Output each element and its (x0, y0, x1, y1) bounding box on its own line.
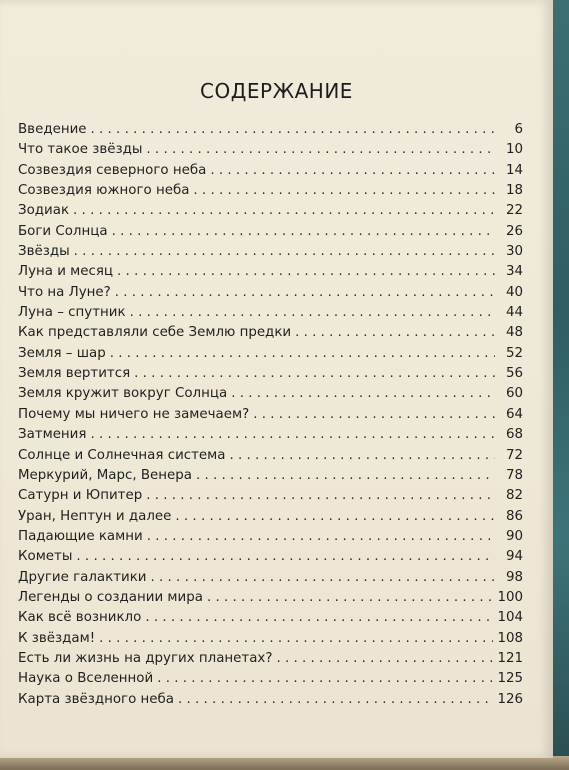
toc-entry-title: Боги Солнца (18, 223, 108, 239)
toc-entry-page-number: 26 (505, 223, 523, 239)
toc-entry-page-number: 125 (497, 671, 523, 687)
toc-entry (18, 142, 523, 162)
dot-leader (112, 224, 495, 239)
toc-entry-title: Земля – шар (18, 345, 106, 361)
dot-leader (210, 163, 495, 178)
toc-entry (18, 386, 523, 406)
dot-leader (145, 610, 493, 625)
toc-entry-title: Созвездия южного неба (18, 183, 190, 199)
toc-entry-title: Луна – спутник (18, 305, 126, 321)
toc-entry (18, 346, 523, 366)
toc-entry-title: Меркурий, Марс, Венера (18, 467, 192, 483)
dot-leader (231, 386, 495, 401)
dot-leader (76, 549, 495, 564)
dot-leader (74, 244, 495, 259)
toc-entry-title: Уран, Нептун и далее (18, 508, 172, 524)
toc-entry-page-number: 90 (505, 528, 523, 544)
toc-entry-title: Солнце и Солнечная система (18, 447, 226, 463)
table-of-contents (18, 122, 523, 712)
toc-entry (18, 203, 523, 223)
dot-leader (146, 488, 495, 503)
toc-entry (18, 305, 523, 325)
toc-entry (18, 448, 523, 468)
toc-entry-page-number: 22 (505, 203, 523, 219)
toc-entry (18, 509, 523, 529)
toc-entry-page-number: 82 (505, 488, 523, 504)
toc-entry-page-number: 94 (505, 549, 523, 565)
dot-leader (175, 509, 495, 524)
toc-entry (18, 366, 523, 386)
toc-entry-title: Введение (18, 122, 87, 137)
toc-entry-page-number: 48 (505, 325, 523, 341)
toc-entry (18, 407, 523, 427)
toc-entry-title: Затмения (18, 427, 87, 443)
toc-entry (18, 264, 523, 284)
toc-entry (18, 610, 523, 630)
toc-entry-title: Карта звёздного неба (18, 691, 174, 707)
toc-entry-title: Что такое звёзды (18, 142, 143, 158)
toc-entry-page-number: 10 (505, 142, 523, 158)
toc-entry (18, 692, 523, 712)
toc-entry (18, 631, 523, 651)
toc-entry (18, 285, 523, 305)
dot-leader (91, 122, 495, 137)
toc-entry-page-number: 64 (505, 406, 523, 422)
toc-entry-page-number: 72 (505, 447, 523, 463)
toc-entry (18, 590, 523, 610)
dot-leader (207, 590, 493, 605)
dot-leader (147, 529, 495, 544)
toc-entry-page-number: 40 (505, 284, 523, 300)
toc-entry (18, 224, 523, 244)
toc-entry-title: Падающие камни (18, 528, 143, 544)
dot-leader (151, 570, 495, 585)
page-title: СОДЕРЖАНИЕ (200, 79, 353, 103)
dot-leader (229, 448, 495, 463)
toc-entry (18, 122, 523, 142)
dot-leader (253, 407, 495, 422)
toc-entry-page-number: 98 (505, 569, 523, 585)
toc-entry (18, 651, 523, 671)
dot-leader (99, 631, 493, 646)
toc-entry (18, 529, 523, 549)
toc-entry (18, 163, 523, 183)
toc-entry (18, 325, 523, 345)
toc-entry (18, 488, 523, 508)
toc-entry (18, 468, 523, 488)
dot-leader (134, 366, 495, 381)
page-stack-edge (0, 756, 569, 770)
toc-entry-title: Сатурн и Юпитер (18, 488, 143, 504)
toc-entry-page-number: 126 (497, 691, 523, 707)
dot-leader (73, 203, 495, 218)
toc-entry-page-number: 44 (505, 305, 523, 321)
toc-entry-page-number: 6 (514, 122, 523, 137)
dot-leader (146, 142, 495, 157)
toc-entry (18, 549, 523, 569)
dot-leader (117, 264, 495, 279)
toc-entry-title: Другие галактики (18, 569, 147, 585)
toc-entry-title: Земля вертится (18, 366, 131, 382)
toc-entry-page-number: 14 (505, 162, 523, 178)
dot-leader (295, 325, 495, 340)
toc-entry-page-number: 68 (505, 427, 523, 443)
dot-leader (196, 468, 495, 483)
toc-entry-title: Луна и месяц (18, 264, 114, 280)
dot-leader (157, 671, 493, 686)
toc-entry-title: К звёздам! (18, 630, 96, 646)
toc-entry-title: Созвездия северного неба (18, 162, 207, 178)
toc-entry-page-number: 104 (497, 610, 523, 626)
toc-entry-page-number: 60 (505, 386, 523, 402)
dot-leader (90, 427, 495, 442)
toc-entry-page-number: 108 (497, 630, 523, 646)
toc-entry-title: Звёзды (18, 244, 70, 260)
toc-entry-title: Земля кружит вокруг Солнца (18, 386, 228, 402)
toc-entry-title: Почему мы ничего не замечаем? (18, 406, 250, 422)
toc-entry-page-number: 86 (505, 508, 523, 524)
toc-entry-page-number: 56 (505, 366, 523, 382)
toc-entry-title: Что на Луне? (18, 284, 111, 300)
dot-leader (130, 305, 495, 320)
toc-entry-title: Как всё возникло (18, 610, 142, 626)
toc-entry-page-number: 121 (497, 650, 523, 666)
toc-entry (18, 427, 523, 447)
toc-entry-title: Кометы (18, 549, 73, 565)
toc-entry (18, 244, 523, 264)
dot-leader (178, 692, 493, 707)
toc-entry-page-number: 100 (497, 589, 523, 605)
toc-entry-title: Как представляли себе Землю предки (18, 325, 292, 341)
dot-leader (276, 651, 493, 666)
toc-entry-title: Легенды о создании мира (18, 589, 203, 605)
toc-entry-title: Зодиак (18, 203, 70, 219)
toc-entry-page-number: 30 (505, 244, 523, 260)
dot-leader (115, 285, 495, 300)
toc-entry-page-number: 52 (505, 345, 523, 361)
toc-entry (18, 570, 523, 590)
toc-entry-page-number: 78 (505, 467, 523, 483)
toc-entry-title: Наука о Вселенной (18, 671, 154, 687)
toc-entry-page-number: 34 (505, 264, 523, 280)
toc-entry-title: Есть ли жизнь на других планетах? (18, 650, 273, 666)
toc-entry (18, 183, 523, 203)
dot-leader (193, 183, 495, 198)
dot-leader (110, 346, 495, 361)
toc-entry-page-number: 18 (505, 183, 523, 199)
toc-entry (18, 671, 523, 691)
